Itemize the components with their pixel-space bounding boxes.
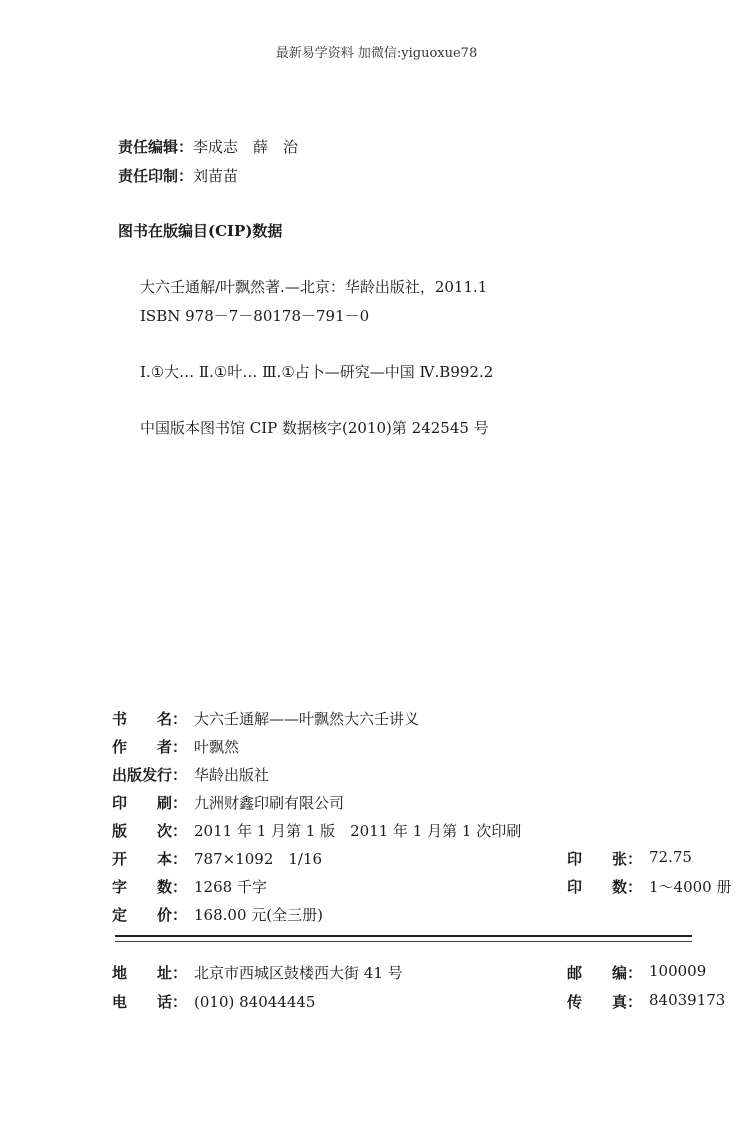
detail-print-run-label: 印 数： bbox=[567, 878, 643, 896]
contact-label: 地 址： bbox=[112, 964, 188, 982]
double-rule-bottom bbox=[115, 941, 692, 942]
credit-print-label: 责任印制： bbox=[118, 167, 194, 185]
detail-format-row bbox=[112, 848, 692, 869]
detail-value: 1268 千字 bbox=[194, 878, 267, 896]
detail-publisher-row bbox=[112, 764, 269, 785]
contact-value: 北京市西城区鼓楼西大街 41 号 bbox=[194, 964, 403, 982]
credit-print-value: 刘苗苗 bbox=[193, 167, 239, 185]
detail-title-row bbox=[112, 708, 419, 729]
detail-words-row bbox=[112, 876, 732, 897]
detail-printer-row bbox=[112, 792, 344, 813]
credit-editor bbox=[118, 136, 298, 157]
credit-editor-label: 责任编辑： bbox=[118, 138, 194, 156]
detail-label: 出版发行： bbox=[112, 766, 188, 784]
cip-record-number: 中国版本图书馆 CIP 数据核字(2010)第 242545 号 bbox=[140, 419, 489, 437]
contact-postcode-label: 邮 编： bbox=[567, 964, 643, 982]
cip-isbn: ISBN 978－7－80178－791－0 bbox=[140, 307, 370, 325]
detail-value: 168.00 元(全三册) bbox=[194, 906, 323, 924]
detail-label: 字 数： bbox=[112, 878, 188, 896]
contact-fax-label: 传 真： bbox=[567, 993, 643, 1011]
detail-value: 787×1092 1/16 bbox=[194, 850, 323, 868]
detail-label: 定 价： bbox=[112, 906, 188, 924]
detail-author-row bbox=[112, 736, 239, 757]
watermark-header: 最新易学资料 加微信:yiguoxue78 bbox=[275, 46, 478, 61]
detail-value: 叶飘然 bbox=[194, 738, 240, 756]
contact-label: 电 话： bbox=[112, 993, 188, 1011]
detail-value: 九洲财鑫印刷有限公司 bbox=[194, 794, 345, 812]
contact-postcode-value: 100009 bbox=[649, 962, 707, 980]
detail-value: 大六壬通解——叶飘然大六壬讲义 bbox=[194, 710, 420, 728]
credit-print-supervisor bbox=[118, 165, 238, 186]
cip-classification: Ⅰ.①大… Ⅱ.①叶… Ⅲ.①占卜—研究—中国 Ⅳ.B992.2 bbox=[140, 363, 494, 381]
detail-label: 开 本： bbox=[112, 850, 188, 868]
detail-edition-row bbox=[112, 820, 521, 841]
cip-line-1: 大六壬通解/叶飘然著.—北京：华龄出版社，2011.1 bbox=[140, 278, 488, 296]
detail-sheets-value: 72.75 bbox=[649, 848, 692, 866]
contact-fax-value: 84039173 bbox=[649, 991, 726, 1009]
detail-sheets-label: 印 张： bbox=[567, 850, 643, 868]
contact-phone-row bbox=[112, 991, 726, 1012]
detail-price-row bbox=[112, 904, 323, 925]
credit-editor-value: 李成志 薛 治 bbox=[193, 138, 299, 156]
detail-value: 2011 年 1 月第 1 版 2011 年 1 月第 1 次印刷 bbox=[194, 822, 522, 840]
cip-heading: 图书在版编目(CIP)数据 bbox=[118, 222, 283, 240]
detail-value: 华龄出版社 bbox=[194, 766, 270, 784]
detail-label: 作 者： bbox=[112, 738, 188, 756]
detail-print-run-value: 1～4000 册 bbox=[649, 878, 732, 896]
contact-address-row bbox=[112, 962, 707, 983]
detail-label: 书 名： bbox=[112, 710, 188, 728]
double-rule-top bbox=[115, 935, 692, 937]
detail-label: 印 刷： bbox=[112, 794, 188, 812]
contact-value: (010) 84044445 bbox=[194, 993, 316, 1011]
detail-label: 版 次： bbox=[112, 822, 188, 840]
